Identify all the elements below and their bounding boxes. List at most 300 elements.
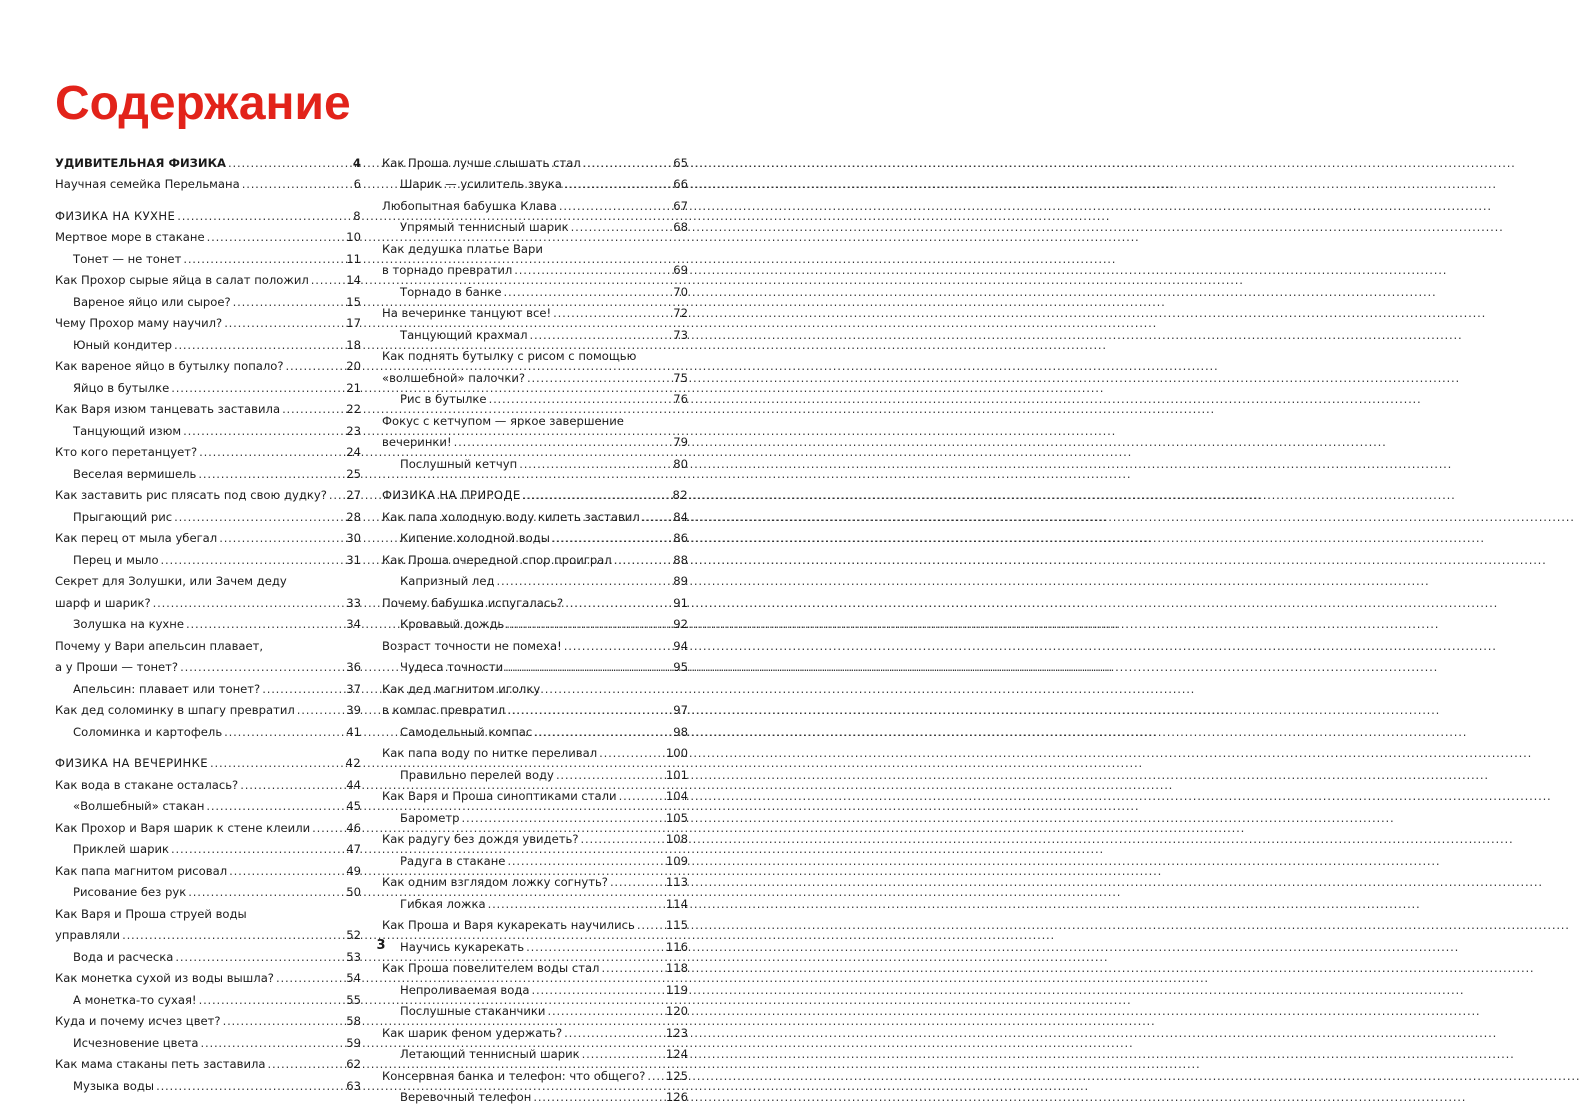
toc-entry-title: Почему бабушка испугалась? [382, 596, 563, 610]
dot-leader [224, 725, 344, 739]
toc-subentry [55, 459, 361, 481]
dot-leader [268, 1057, 345, 1071]
toc-entry-title: Танцующий изюм [73, 424, 181, 438]
toc-subentry [382, 610, 688, 632]
toc-page-number: 11 [346, 252, 361, 266]
toc-entry-title: Кровавый дождь [400, 617, 504, 631]
dot-leader [242, 177, 352, 191]
toc-entry-title: Как дедушка платье Вари [382, 242, 543, 256]
toc-page-number: 46 [346, 821, 361, 835]
page-title: Содержание [55, 76, 351, 132]
dot-leader [174, 510, 344, 524]
toc-page-number: 105 [666, 811, 688, 825]
dot-leader [504, 285, 672, 299]
toc-page-number: 69 [673, 263, 688, 277]
toc-entry [382, 299, 688, 321]
dot-leader [614, 553, 672, 567]
toc-entry-title: Как радугу без дождя увидеть? [382, 832, 578, 846]
dot-leader [156, 1079, 344, 1093]
dot-leader [186, 617, 344, 631]
toc-entry-title: Чудеса точности [400, 660, 503, 674]
toc-page-number: 89 [673, 574, 688, 588]
dot-leader [553, 306, 671, 320]
toc-entry-continuation [55, 588, 361, 610]
toc-page-number: 30 [346, 531, 361, 545]
dot-leader [552, 531, 671, 545]
toc-page-number: 41 [346, 725, 361, 739]
dot-leader [533, 1090, 664, 1104]
toc-entry-title: Музыка воды [73, 1079, 154, 1093]
dot-leader [527, 371, 671, 385]
toc-entry-title: Прыгающий рис [73, 510, 172, 524]
toc-page-number: 42 [345, 756, 361, 770]
toc-page-number: 84 [673, 510, 688, 524]
toc-subentry [382, 803, 688, 825]
dot-leader [619, 789, 664, 803]
toc-entry [55, 309, 361, 331]
dot-leader [505, 660, 671, 674]
toc-entry-continuation [382, 696, 688, 718]
dot-leader [530, 328, 672, 342]
toc-subentry [55, 373, 361, 395]
toc-entry-title: Соломинка и картофель [73, 725, 222, 739]
toc-entry-title: Как вареное яйцо в бутылку попало? [55, 359, 284, 373]
toc-entry-title: Как Проша и Варя кукарекать научились [382, 918, 635, 932]
toc-entry-title: шарф и шарик? [55, 596, 151, 610]
toc-subentry [382, 524, 688, 546]
toc-entry-title: Как Варя и Проша струей воды [55, 907, 247, 921]
toc-entry [382, 868, 688, 890]
toc-entry-title: Как Проша лучше слышать стал [382, 156, 581, 170]
dot-leader [161, 553, 345, 567]
toc-entry-title: Апельсин: плавает или тонет? [73, 682, 260, 696]
toc-page-number: 8 [353, 209, 361, 223]
toc-entry-title: Перец и мыло [73, 553, 159, 567]
toc-subentry [382, 1040, 688, 1062]
toc-entry [382, 782, 688, 804]
dot-leader [199, 993, 345, 1007]
toc-entry-continuation [55, 653, 361, 675]
toc-page-number: 59 [346, 1036, 361, 1050]
toc-page-number: 44 [346, 778, 361, 792]
toc-entry-title: Как заставить рис плясать под свою дудку? [55, 488, 327, 502]
toc-entry [55, 899, 361, 921]
toc-subentry [382, 170, 688, 192]
toc-entry [55, 170, 361, 192]
dot-leader [183, 424, 344, 438]
toc-entry-title: Тонет — не тонет [73, 252, 181, 266]
toc-page-number: 52 [346, 928, 361, 942]
dot-leader [183, 252, 344, 266]
toc-entry-title: Торнадо в банке [400, 285, 502, 299]
toc-page-number: 75 [673, 371, 688, 385]
dot-leader [171, 381, 344, 395]
toc-page-number: 36 [346, 660, 361, 674]
dot-leader [564, 177, 671, 191]
toc-page-number: 101 [666, 768, 688, 782]
toc-entry-title: Как поднять бутылку с рисом с помощью [382, 349, 636, 363]
toc-page-number: 114 [666, 897, 688, 911]
toc-subentry [55, 792, 361, 814]
toc-section-heading [382, 481, 688, 503]
toc-entry-title: в торнадо превратил [382, 263, 512, 277]
toc-subentry [55, 330, 361, 352]
toc-entry [382, 631, 688, 653]
dot-leader [559, 199, 671, 213]
toc-subentry [382, 385, 688, 407]
toc-entry-title: в компас превратил [382, 703, 505, 717]
toc-entry-title: Возраст точности не помеха! [382, 639, 562, 653]
dot-leader [514, 263, 671, 277]
toc-subentry [55, 717, 361, 739]
toc-entry-title: А монетка-то сухая! [73, 993, 197, 1007]
toc-page-number: 25 [346, 467, 361, 481]
toc-subentry [382, 975, 688, 997]
toc-section-heading [55, 148, 361, 170]
toc-subentry [55, 244, 361, 266]
toc-entry [55, 223, 361, 245]
dot-leader [564, 1026, 664, 1040]
toc-subentry [382, 277, 688, 299]
toc-entry-title: Веревочный телефон [400, 1090, 531, 1104]
toc-page-number: 15 [346, 295, 361, 309]
toc-entry-title: Консервная банка и телефон: что общего? [382, 1069, 645, 1083]
toc-subentry [55, 287, 361, 309]
toc-page-number: 109 [666, 854, 688, 868]
toc-entry-title: Капризный лед [400, 574, 495, 588]
toc-subentry [55, 674, 361, 696]
toc-page-number: 47 [346, 842, 361, 856]
toc-page-number: 55 [346, 993, 361, 1007]
toc-entry [382, 545, 688, 567]
toc-subentry [382, 213, 688, 235]
toc-entry-title: Как вода в стакане осталась? [55, 778, 238, 792]
toc-entry-title: Приклей шарик [73, 842, 169, 856]
toc-entry-title: Как дед соломинку в шпагу превратил [55, 703, 295, 717]
dot-leader [454, 435, 672, 449]
toc-entry-title: Вареное яйцо или сырое? [73, 295, 231, 309]
toc-page-number: 58 [346, 1014, 361, 1028]
toc-page-number: 104 [666, 789, 688, 803]
dot-leader [206, 799, 344, 813]
toc-entry [55, 696, 361, 718]
toc-page-number: 73 [673, 328, 688, 342]
toc-entry [382, 1018, 688, 1040]
toc-subentry [55, 545, 361, 567]
toc-subentry [55, 835, 361, 857]
toc-entry-title: вечеринки! [382, 435, 452, 449]
toc-entry-title: Как Проша очередной спор проиграл [382, 553, 612, 567]
dot-leader [647, 1069, 663, 1083]
toc-entry [382, 588, 688, 610]
toc-entry [55, 352, 361, 374]
toc-entry-title: Как одним взглядом ложку согнуть? [382, 875, 608, 889]
toc-page-number: 95 [673, 660, 688, 674]
toc-entry-title: Гибкая ложка [400, 897, 486, 911]
dot-leader [224, 316, 344, 330]
toc-page-number: 123 [666, 1026, 688, 1040]
toc-entry-title: Танцующий крахмал [400, 328, 528, 342]
toc-subentry [382, 846, 688, 868]
toc-entry [55, 964, 361, 986]
toc-entry-title: Фокус с кетчупом — яркое завершение [382, 414, 624, 428]
dot-leader [610, 875, 664, 889]
toc-page-number: 125 [666, 1069, 688, 1083]
toc-page-number: 63 [346, 1079, 361, 1093]
toc-entry-title: Секрет для Золушки, или Зачем деду [55, 574, 287, 588]
toc-subentry [382, 653, 688, 675]
toc-entry-title: Упрямый теннисный шарик [400, 220, 569, 234]
toc-entry [55, 395, 361, 417]
dot-leader [297, 703, 344, 717]
dot-leader [199, 445, 344, 459]
dot-leader [200, 1036, 344, 1050]
dot-leader [229, 864, 344, 878]
toc-entry [55, 567, 361, 589]
toc-page-number: 18 [346, 338, 361, 352]
toc-subentry [382, 1083, 688, 1104]
toc-page-number: 33 [346, 596, 361, 610]
dot-leader [571, 220, 672, 234]
toc-subentry [382, 997, 688, 1019]
toc-page-number: 62 [346, 1057, 361, 1071]
toc-entry-title: Как Проша повелителем воды стал [382, 961, 599, 975]
toc-entry-title: Правильно перелей воду [400, 768, 554, 782]
toc-entry-title: Как перец от мыла убегал [55, 531, 217, 545]
toc-entry-title: Как монетка сухой из воды вышла? [55, 971, 274, 985]
toc-right-column [382, 148, 688, 1104]
toc-page-number: 17 [346, 316, 361, 330]
dot-leader [198, 467, 344, 481]
dot-leader [180, 660, 344, 674]
dot-leader [276, 971, 344, 985]
toc-page-number: 94 [673, 639, 688, 653]
toc-page-number: 76 [673, 392, 688, 406]
toc-entry [55, 438, 361, 460]
toc-entry [382, 954, 688, 976]
toc-section-heading [55, 749, 361, 771]
toc-subentry [382, 567, 688, 589]
toc-entry-title: Как Прохор сырые яйца в салат положил [55, 273, 309, 287]
toc-page-number: 34 [346, 617, 361, 631]
toc-entry [382, 1061, 688, 1083]
toc-subentry [55, 416, 361, 438]
dot-leader [262, 682, 344, 696]
toc-page-number: 108 [666, 832, 688, 846]
toc-entry-title: Научная семейка Перельмана [55, 177, 240, 191]
dot-leader [507, 854, 663, 868]
toc-page-number: 14 [346, 273, 361, 287]
page-number: 3 [0, 938, 762, 953]
toc-page-number: 37 [346, 682, 361, 696]
dot-leader [642, 510, 672, 524]
toc-entry-title: ФИЗИКА НА ПРИРОДЕ [382, 488, 521, 502]
dot-leader [312, 821, 344, 835]
toc-entry [382, 739, 688, 761]
dot-leader [556, 768, 664, 782]
toc-entry-title: Рисование без рук [73, 885, 186, 899]
dot-leader [531, 983, 663, 997]
toc-entry-title: Исчезновение цвета [73, 1036, 198, 1050]
toc-page-number: 82 [672, 488, 688, 502]
dot-leader [153, 596, 345, 610]
toc-entry-title: Как дед магнитом иголку [382, 682, 540, 696]
toc-subentry [55, 985, 361, 1007]
toc-page-number: 6 [354, 177, 361, 191]
toc-entry-title: Барометр [400, 811, 460, 825]
toc-entry-continuation [382, 363, 688, 385]
toc-entry-title: а у Проши — тонет? [55, 660, 178, 674]
toc-page-number: 79 [673, 435, 688, 449]
toc-subentry [55, 1071, 361, 1093]
toc-entry-title: Непроливаемая вода [400, 983, 529, 997]
toc-page-number: 4 [353, 156, 361, 170]
dot-leader [599, 746, 664, 760]
toc-entry [382, 674, 688, 696]
toc-page-number: 53 [346, 950, 361, 964]
toc-page-number: 113 [666, 875, 688, 889]
toc-page-number: 67 [673, 199, 688, 213]
toc-subentry [55, 1028, 361, 1050]
toc-page-number: 22 [346, 402, 361, 416]
toc-entry-title: ФИЗИКА НА КУХНЕ [55, 209, 175, 223]
dot-leader [219, 531, 344, 545]
toc-entry-title: Куда и почему исчез цвет? [55, 1014, 221, 1028]
toc-subentry [55, 502, 361, 524]
toc-page-number: 24 [346, 445, 361, 459]
dot-leader [462, 811, 664, 825]
dot-leader [580, 832, 663, 846]
toc-entry-title: «волшебной» палочки? [382, 371, 525, 385]
toc-entry [382, 825, 688, 847]
toc-entry-title: Вода и расческа [73, 950, 173, 964]
dot-leader [488, 897, 664, 911]
dot-leader [188, 885, 344, 899]
dot-leader [223, 1014, 345, 1028]
toc-entry [382, 234, 688, 256]
dot-leader [565, 596, 671, 610]
toc-entry-title: Яйцо в бутылке [73, 381, 169, 395]
dot-leader [329, 488, 344, 502]
toc-entry [55, 813, 361, 835]
toc-page-number: 31 [346, 553, 361, 567]
toc-page-number: 54 [346, 971, 361, 985]
toc-entry-title: Кипение холодной воды [400, 531, 550, 545]
toc-entry-title: Как папа магнитом рисовал [55, 864, 227, 878]
toc-page-number: 39 [346, 703, 361, 717]
toc-page-number: 124 [666, 1047, 688, 1061]
toc-entry-title: Послушные стаканчики [400, 1004, 545, 1018]
toc-subentry [55, 878, 361, 900]
toc-entry [55, 856, 361, 878]
dot-leader [601, 961, 663, 975]
toc-entry-continuation [382, 428, 688, 450]
dot-leader [583, 156, 672, 170]
dot-leader [171, 842, 344, 856]
toc-subentry [382, 449, 688, 471]
toc-page-number: 115 [666, 918, 688, 932]
toc-entry-title: Как папа воду по нитке переливал [382, 746, 597, 760]
toc-entry-title: Как шарик феном удержать? [382, 1026, 562, 1040]
toc-entry-title: Как Прохор и Варя шарик к стене клеили [55, 821, 310, 835]
dot-leader [489, 392, 672, 406]
dot-leader [207, 230, 345, 244]
toc-entry [55, 266, 361, 288]
toc-page-number: 86 [673, 531, 688, 545]
toc-entry [382, 191, 688, 213]
toc-page-number: 23 [346, 424, 361, 438]
toc-subentry [382, 320, 688, 342]
toc-entry-title: Кто кого перетанцует? [55, 445, 197, 459]
toc-page-number: 65 [673, 156, 688, 170]
toc-page-number: 20 [346, 359, 361, 373]
dot-leader [233, 295, 345, 309]
toc-entry-title: Чему Прохор маму научил? [55, 316, 222, 330]
toc-page-number: 68 [673, 220, 688, 234]
toc-entry-title: Послушный кетчуп [400, 457, 517, 471]
toc-entry-title: ФИЗИКА НА ВЕЧЕРИНКЕ [55, 756, 208, 770]
toc-page-number: 10 [346, 230, 361, 244]
dot-leader [228, 156, 351, 170]
toc-page-number: 91 [673, 596, 688, 610]
toc-entry [382, 911, 688, 933]
dot-leader [637, 918, 664, 932]
dot-leader [519, 457, 671, 471]
toc-entry-title: Рис в бутылке [400, 392, 487, 406]
toc-page-number: 45 [346, 799, 361, 813]
toc-page-number: 97 [673, 703, 688, 717]
toc-section-heading [55, 201, 361, 223]
toc-page-number: 118 [666, 961, 688, 975]
toc-subentry [55, 610, 361, 632]
toc-entry-title: Юный кондитер [73, 338, 172, 352]
toc-entry-title: «Волшебный» стакан [73, 799, 204, 813]
toc-page-number: 92 [673, 617, 688, 631]
toc-entry [382, 342, 688, 364]
toc-entry-title: Золушка на кухне [73, 617, 184, 631]
toc-page-number: 120 [666, 1004, 688, 1018]
toc-entry-title: Почему у Вари апельсин плавает, [55, 639, 263, 653]
toc-entry-title: На вечеринке танцуют все! [382, 306, 551, 320]
toc-entry [55, 1050, 361, 1072]
toc-entry-title: Научись кукарекать [400, 940, 524, 954]
toc-page-number: 116 [666, 940, 688, 954]
toc-page-number: 70 [673, 285, 688, 299]
toc-page-number: 27 [346, 488, 361, 502]
toc-page-number: 80 [673, 457, 688, 471]
dot-leader [240, 778, 344, 792]
toc-page-number: 88 [673, 553, 688, 567]
toc-page-number: 119 [666, 983, 688, 997]
dot-leader [210, 756, 343, 770]
dot-leader [582, 1047, 664, 1061]
toc-page-number: 98 [673, 725, 688, 739]
toc-page-number: 49 [346, 864, 361, 878]
toc-entry-continuation [382, 256, 688, 278]
dot-leader [564, 639, 671, 653]
toc-entry [382, 406, 688, 428]
dot-leader [177, 209, 351, 223]
dot-leader [523, 488, 671, 502]
dot-leader [282, 402, 344, 416]
toc-entry-title: Как папа холодную воду кипеть заставил [382, 510, 640, 524]
toc-entry-title: Веселая вермишель [73, 467, 196, 481]
toc-subentry [382, 889, 688, 911]
toc-entry [55, 1007, 361, 1029]
toc-page-number: 28 [346, 510, 361, 524]
toc-entry-title: Радуга в стакане [400, 854, 505, 868]
toc-entry [55, 481, 361, 503]
